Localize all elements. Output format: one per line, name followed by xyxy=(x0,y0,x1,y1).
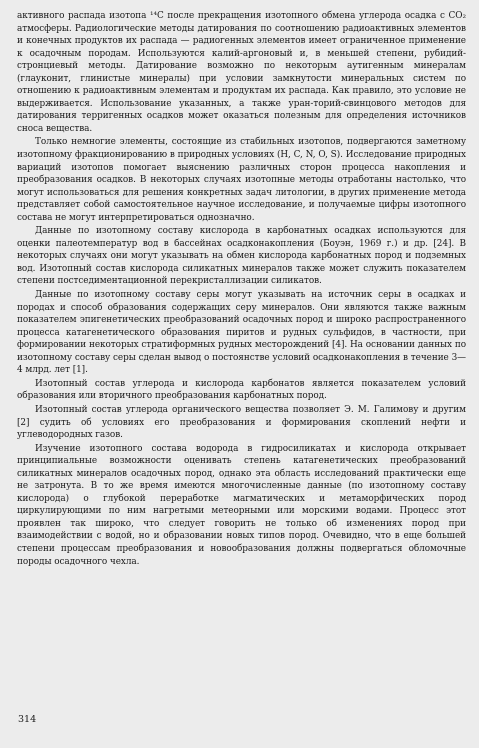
paragraph-6: Изотопный состав углерода органического вещества позволяет Э. М. Галимову и другим [2] судить об условиях его преобразования и формирования скоплений нефти и углеводородных газов. xyxy=(17,404,466,441)
paragraph-3: Данные по изотопному составу кислорода в карбонатных осадках используются для оценки палеотемператур вод в бассейнах осадконакопления (Боуэн, 1969 г.) и др. [24]. В некоторых случаях они могут указывать на обмен кислорода карбонатных пород и подземных вод. Изотопный состав кислорода силикатных минералов также может служить показателем степени постседиментационной перекристаллизации силикатов. xyxy=(17,226,466,287)
paragraph-1: активного распада изотопа ¹⁴C после прекращения изотопного обмена углерода осадка с CO₂ атмосферы. Радиологические методы датирования по соотношению радиоактивных элементов и конечных продуктов их распада — радиогенных элементов имеет ограниченное применение к осадочным породам. Используются калий-аргоновый и, в меньшей степени, рубидий-стронциевый методы. Датирование возможно по некоторым аутигенным минералам (глауконит, глинистые минералы) при условии замкнутости минеральных систем по отношению к радиоактивным элементам и продуктам их распада. Как правило, это условие не выдерживается. Использование указанных, а также уран-торий-свинцового методов для датирования терригенных осадков может оказаться полезным для определения источников сноса вещества. xyxy=(17,11,466,134)
paragraph-4: Данные по изотопному составу серы могут указывать на источник серы в осадках и породах и способ образования содержащих серу минералов. Они являются также важным показателем эпигенетических преобразований осадочных пород и широко распространенного процесса катагенетического образования пиритов и рудных сульфидов, в частности, при формировании некоторых стратиформных рудных месторождений [4]. На основании данных по изотопному составу серы сделан вывод о постоянстве условий осадконакопления в течение 3—4 млрд. лет [1]. xyxy=(17,290,466,376)
page-number: 314 xyxy=(18,714,37,725)
paragraph-5: Изотопный состав углерода и кислорода карбонатов является показателем условий образования или вторичного преобразования карбонатных пород. xyxy=(17,378,466,402)
paragraph-7: Изучение изотопного состава водорода в гидросиликатах и кислорода открывает принципиальные возможности оценивать степень катагенетических преобразований силикатных минералов осадочных пород, однако эта область исследований практически еще не затронута. В то же время имеются многочисленные данные (по изотопному составу кислорода) о глубокой переработке магматических и метаморфических пород циркулирующими по ним нагретыми метеорными или морскими водами. Процесс этот проявлен так широко, что следует говорить не только об изменениях пород при взаимодействии с водой, но и образовании новых типов пород. Очевидно, что в еще большей степени процессам преобразования и новообразования должны подвергаться обломочные породы осадочного чехла. xyxy=(17,443,466,567)
paragraph-2: Только немногие элементы, состоящие из стабильных изотопов, подвергаются заметному изотопному фракционированию в природных условиях (H, C, N, O, S). Исследование природных вариаций изотопов помогает выяснению различных сторон процесса накопления и преобразования осадков. В некоторых случаях изотопные методы отработаны настолько, что могут использоваться для решения конкретных задач литологии, в других применение метода представляет собой самостоятельное научное исследование, и получаемые цифры изотопного состава не могут интерпретироваться однозначно. xyxy=(17,137,466,223)
